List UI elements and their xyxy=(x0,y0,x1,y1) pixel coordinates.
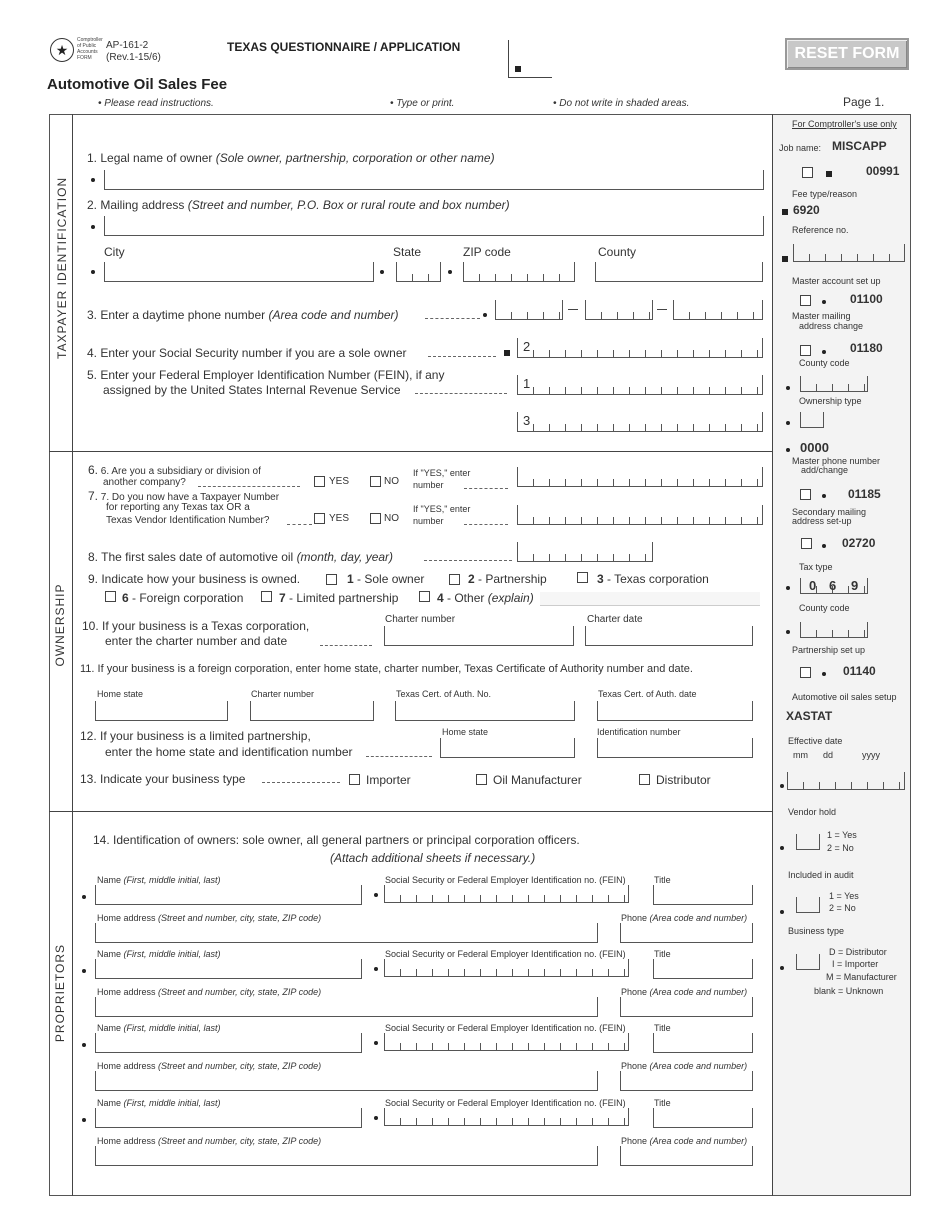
oil-manufacturer-checkbox[interactable] xyxy=(476,774,487,785)
owner-name-label: Name (First, middle initial, last) xyxy=(97,1023,221,1033)
sole-owner-checkbox[interactable] xyxy=(326,574,337,585)
foreign-corporation-checkbox[interactable] xyxy=(105,591,116,602)
q13-label: 13. Indicate your business type xyxy=(80,772,246,786)
state-label: State xyxy=(393,245,422,259)
q2-label: 2. Mailing address (Street and number, P.O. Box or rural route and box number) xyxy=(87,198,510,212)
owner-address-label: Home address (Street and number, city, state, ZIP code) xyxy=(97,987,322,997)
owner-title-label: Title xyxy=(654,875,671,885)
phone-area-input[interactable] xyxy=(495,300,563,320)
master-mailing-checkbox[interactable] xyxy=(800,345,811,356)
owner-phone-label: Phone (Area code and number) xyxy=(621,987,748,997)
other-checkbox[interactable] xyxy=(419,591,430,602)
legal-name-input[interactable] xyxy=(104,170,764,190)
ownership-type-input[interactable] xyxy=(800,412,824,428)
form-number: AP-161-2 xyxy=(106,40,149,51)
county-code-2-input[interactable] xyxy=(800,622,868,638)
foreign-charter-number-input[interactable] xyxy=(250,701,374,721)
county-input[interactable] xyxy=(595,262,763,282)
other-explain-input[interactable] xyxy=(540,592,760,606)
owner-ssn-label: Social Security or Federal Employer Identification no. (FEIN) xyxy=(385,875,626,885)
owner-phone-input[interactable] xyxy=(620,923,753,943)
owner-address-label: Home address (Street and number, city, state, ZIP code) xyxy=(97,1136,322,1146)
q14-hint: (Attach additional sheets if necessary.) xyxy=(330,851,536,865)
q7-label: 7. 7. Do you now have a Taxpayer Number xyxy=(88,489,280,503)
distributor-checkbox[interactable] xyxy=(639,774,650,785)
reset-form-button[interactable]: RESET FORM xyxy=(785,38,909,70)
master-phone-checkbox[interactable] xyxy=(800,489,811,500)
comptroller-seal-icon: ★ xyxy=(50,38,74,62)
q10-label: 10. If your business is a Texas corporation, xyxy=(82,619,310,633)
texas-corporation-checkbox[interactable] xyxy=(577,572,588,583)
included-audit-input[interactable] xyxy=(796,897,820,913)
owner-name-input[interactable] xyxy=(95,1033,362,1053)
owner-ssn-input[interactable] xyxy=(384,1033,629,1051)
owner-ssn-input[interactable] xyxy=(384,959,629,977)
state-input[interactable] xyxy=(396,262,441,282)
comptroller-heading: For Comptroller's use only xyxy=(792,119,897,129)
q6-yes-checkbox[interactable] xyxy=(314,476,325,487)
county-code-input[interactable] xyxy=(800,376,868,392)
owner-title-input[interactable] xyxy=(653,959,753,979)
mailing-address-input[interactable] xyxy=(104,216,764,236)
q6-no-checkbox[interactable] xyxy=(370,476,381,487)
q5-label: 5. Enter your Federal Employer Identification Number (FEIN), if any xyxy=(87,368,445,382)
owner-title-label: Title xyxy=(654,1023,671,1033)
owner-address-input[interactable] xyxy=(95,1146,598,1166)
q3-label: 3. Enter a daytime phone number (Area code and number) xyxy=(87,308,399,322)
fee-type-value: 6920 xyxy=(793,203,820,217)
limited-partnership-checkbox[interactable] xyxy=(261,591,272,602)
city-label: City xyxy=(104,245,125,259)
owner-ssn-input[interactable] xyxy=(384,885,629,903)
ssn-input[interactable]: 2 xyxy=(517,338,763,358)
owner-name-input[interactable] xyxy=(95,885,362,905)
owner-address-input[interactable] xyxy=(95,997,598,1017)
owner-phone-label: Phone (Area code and number) xyxy=(621,1136,748,1146)
zip-label: ZIP code xyxy=(463,245,511,259)
business-type-input[interactable] xyxy=(796,954,820,970)
master-account-checkbox[interactable] xyxy=(800,295,811,306)
owner-name-input[interactable] xyxy=(95,1108,362,1128)
instruction-1: • Please read instructions. xyxy=(98,98,214,109)
q5-label-2: assigned by the United States Internal Revenue Service xyxy=(103,383,401,397)
q14-label: 14. Identification of owners: sole owner, all general partners or principal corporation officers. xyxy=(93,833,580,847)
charter-number-input[interactable] xyxy=(384,626,574,646)
phone-number-input[interactable] xyxy=(673,300,763,320)
owner-phone-label: Phone (Area code and number) xyxy=(621,913,748,923)
owner-phone-input[interactable] xyxy=(620,1146,753,1166)
owner-ssn-label: Social Security or Federal Employer Identification no. (FEIN) xyxy=(385,949,626,959)
partnership-setup-checkbox[interactable] xyxy=(800,667,811,678)
owner-title-label: Title xyxy=(654,949,671,959)
q7-yes-checkbox[interactable] xyxy=(314,513,325,524)
owner-ssn-input[interactable] xyxy=(384,1108,629,1126)
section-taxpayer-identification: TAXPAYER IDENTIFICATION xyxy=(55,176,69,359)
owner-phone-label: Phone (Area code and number) xyxy=(621,1061,748,1071)
owner-title-input[interactable] xyxy=(653,885,753,905)
marker-square xyxy=(515,66,521,72)
q4-label: 4. Enter your Social Security number if you are a sole owner xyxy=(87,346,407,360)
owner-phone-input[interactable] xyxy=(620,997,753,1017)
instruction-3: • Do not write in shaded areas. xyxy=(553,98,690,109)
q1-label: 1. Legal name of owner (Sole owner, partnership, corporation or other name) xyxy=(87,151,495,165)
fein-input[interactable]: 1 xyxy=(517,375,763,395)
owner-name-label: Name (First, middle initial, last) xyxy=(97,1098,221,1108)
fein-extra-input[interactable]: 3 xyxy=(517,412,763,432)
cert-auth-number-input[interactable] xyxy=(395,701,575,721)
q7-number-input[interactable] xyxy=(517,505,763,525)
owner-ssn-label: Social Security or Federal Employer Identification no. (FEIN) xyxy=(385,1098,626,1108)
q7-no-checkbox[interactable] xyxy=(370,513,381,524)
first-sales-date-input[interactable] xyxy=(517,542,653,562)
job-name-value: MISCAPP xyxy=(832,139,887,153)
vendor-hold-input[interactable] xyxy=(796,834,820,850)
form-subtitle: Automotive Oil Sales Fee xyxy=(47,76,228,93)
code-00991-checkbox[interactable] xyxy=(802,167,813,178)
owner-title-input[interactable] xyxy=(653,1033,753,1053)
city-input[interactable] xyxy=(104,262,374,282)
secondary-mailing-checkbox[interactable] xyxy=(801,538,812,549)
owner-address-input[interactable] xyxy=(95,1071,598,1091)
owner-ssn-label: Social Security or Federal Employer Identification no. (FEIN) xyxy=(385,1023,626,1033)
zip-input[interactable] xyxy=(463,262,575,282)
section-ownership: OWNERSHIP xyxy=(53,583,67,667)
owner-address-label: Home address (Street and number, city, state, ZIP code) xyxy=(97,1061,322,1071)
section-proprietors: PROPRIETORS xyxy=(53,943,67,1043)
partnership-checkbox[interactable] xyxy=(449,574,460,585)
reference-number-input[interactable] xyxy=(793,244,905,262)
q8-label: 8. The first sales date of automotive oil (month, day, year) xyxy=(88,550,394,564)
charter-date-input[interactable] xyxy=(585,626,753,646)
county-label: County xyxy=(598,245,637,259)
auto-oil-code: XASTAT xyxy=(786,709,833,723)
form-title: TEXAS QUESTIONNAIRE / APPLICATION xyxy=(227,40,461,54)
q11-label: 11. If your business is a foreign corporation, enter home state, charter number, Texas Certificate of Authority number and date. xyxy=(80,663,693,675)
agency-name: Comptroller of Public Accounts FORM xyxy=(77,37,103,61)
lp-identification-input[interactable] xyxy=(597,738,753,758)
q9-label: 9. Indicate how your business is owned. xyxy=(88,572,301,586)
owner-name-input[interactable] xyxy=(95,959,362,979)
q12-label: 12. If your business is a limited partnership, xyxy=(80,729,311,743)
lp-home-state-input[interactable] xyxy=(440,738,575,758)
owner-phone-input[interactable] xyxy=(620,1071,753,1091)
owner-name-label: Name (First, middle initial, last) xyxy=(97,875,221,885)
q6-label: 6. 6. Are you a subsidiary or division of xyxy=(88,463,261,477)
owner-title-input[interactable] xyxy=(653,1108,753,1128)
owner-title-label: Title xyxy=(654,1098,671,1108)
owner-address-input[interactable] xyxy=(95,923,598,943)
cert-auth-date-input[interactable] xyxy=(597,701,753,721)
page-number: Page 1. xyxy=(843,95,885,109)
instruction-2: • Type or print. xyxy=(390,98,455,109)
effective-date-input[interactable] xyxy=(787,772,905,790)
tax-type-input[interactable]: 0 6 9 xyxy=(800,578,868,594)
phone-prefix-input[interactable] xyxy=(585,300,653,320)
owner-address-label: Home address (Street and number, city, state, ZIP code) xyxy=(97,913,322,923)
importer-checkbox[interactable] xyxy=(349,774,360,785)
form-revision: (Rev.1-15/6) xyxy=(106,52,161,63)
foreign-home-state-input[interactable] xyxy=(95,701,228,721)
owner-name-label: Name (First, middle initial, last) xyxy=(97,949,221,959)
q6-number-input[interactable] xyxy=(517,467,763,487)
